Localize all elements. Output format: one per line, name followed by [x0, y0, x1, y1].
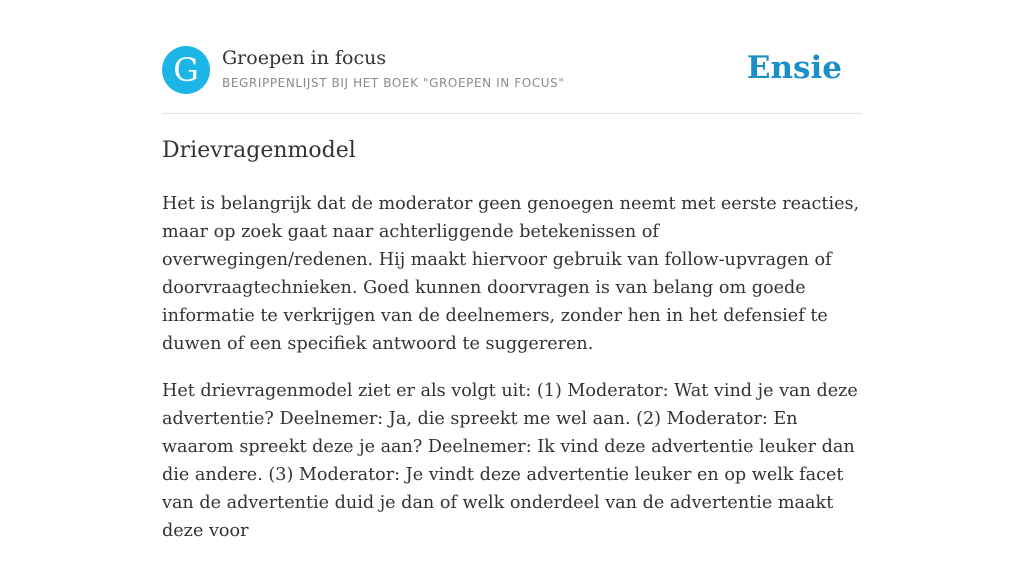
avatar[interactable]: G	[162, 46, 210, 94]
entry-content	[162, 190, 862, 564]
site-title[interactable]: Groepen in focus	[222, 47, 387, 69]
site-subtitle: BEGRIPPENLIJST BIJ HET BOEK "GROEPEN IN FOCUS"	[222, 76, 565, 90]
paragraph: Het drievragenmodel ziet er als volgt uit: (1) Moderator: Wat vind je van deze advertentie? Deelnemer: Ja, die spreekt me wel aan. (2) Moderator: En waarom spreekt deze je aan? Deelnemer: Ik vind deze advertentie leuker dan die andere. (3) Moderator: Je vindt deze advertentie leuker en op welk facet van de advertentie duid je dan of welk onderdeel van de advertentie maakt deze voor	[162, 381, 858, 541]
brand-logo[interactable]: Ensie	[746, 50, 842, 86]
page-title: Drievragenmodel	[162, 138, 356, 163]
site-header	[162, 46, 862, 96]
paragraph: Het is belangrijk dat de moderator geen genoegen neemt met eerste reacties, maar op zoek gaat naar achterliggende betekenissen of overwegingen/redenen. Hij maakt hiervoor gebruik van follow-upvragen of doorvraagtechnieken. Goed kunnen doorvragen is van belang om goede informatie te verkrijgen van de deelnemers, zonder hen in het defensief te duwen of een specifiek antwoord te suggereren.	[162, 194, 860, 354]
header-divider	[162, 113, 862, 114]
